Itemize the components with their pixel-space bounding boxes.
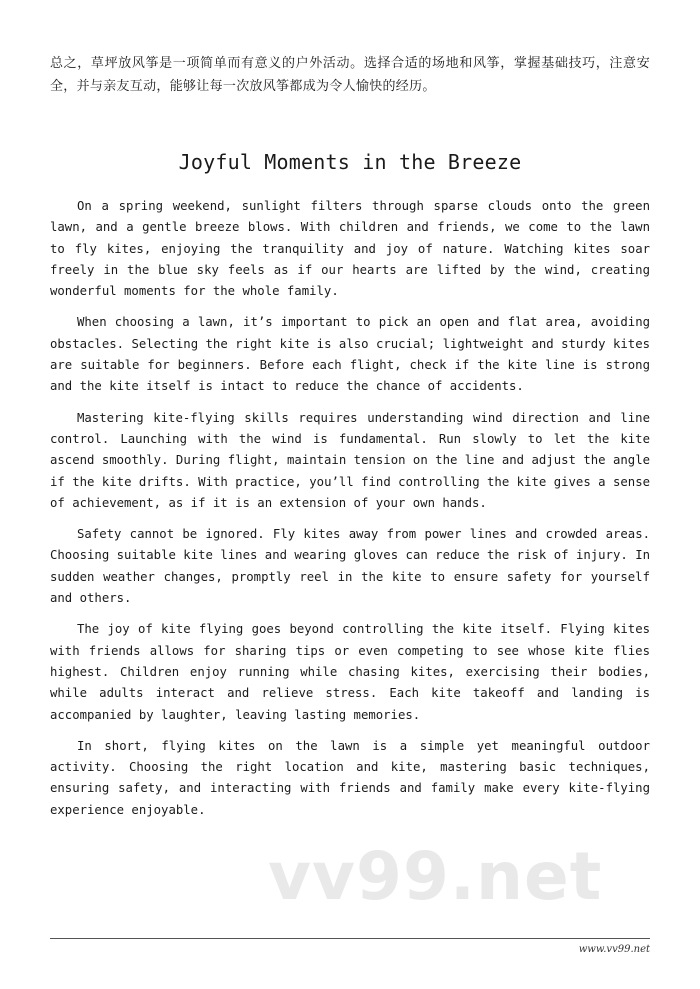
article-paragraph: On a spring weekend, sunlight filters through sparse clouds onto the green lawn, and a gentle breeze blows. With children and friends, we come to the lawn to fly kites, enjoying the tranquility and joy of nature. Watching kites soar freely in the blue sky feels as if our hearts are lifted by the wind, creating wonderful moments for the whole family. [50, 199, 650, 299]
article-paragraph: Mastering kite-flying skills requires understanding wind direction and line control. Launching with the wind is fundamental. Run slowly to let the kite ascend smoothly. During flight, maintain tension on the line and adjust the angle if the kite drifts. With practice, you’ll find controlling the kite gives a sense of achievement, as if it is an extension of your own hands. [50, 410, 650, 510]
footer-url: www.vv99.net [578, 944, 650, 955]
chinese-summary-paragraph: 总之，草坪放风筝是一项简单而有意义的户外活动。选择合适的场地和风筝，掌握基础技巧，注意安全，并与亲友互动，能够让每一次放风筝都成为令人愉快的经历。 [50, 56, 650, 94]
article-body [50, 196, 650, 831]
article-paragraph: When choosing a lawn, it’s important to pick an open and flat area, avoiding obstacles. Selecting the right kite is also crucial; lightweight and sturdy kites are suitable for beginners. Before each flight, check if the kite line is strong and the kite itself is intact to reduce the chance of accidents. [50, 315, 650, 394]
watermark: vv99.net [268, 838, 603, 915]
article-paragraph: In short, flying kites on the lawn is a simple yet meaningful outdoor activity. Choosing the right location and kite, mastering basic techniques, ensuring safety, and interacting with friends and family make every kite-flying experience enjoyable. [50, 738, 650, 817]
article-paragraph: Safety cannot be ignored. Fly kites away from power lines and crowded areas. Choosing suitable kite lines and wearing gloves can reduce the risk of injury. In sudden weather changes, promptly reel in the kite to ensure safety for yourself and others. [50, 527, 650, 606]
article-title: Joyful Moments in the Breeze [178, 150, 522, 174]
footer-divider [50, 938, 650, 939]
article-paragraph: The joy of kite flying goes beyond controlling the kite itself. Flying kites with friends allows for sharing tips or even competing to see whose kite flies highest. Children enjoy running while chasing kites, exercising their bodies, while adults interact and relieve stress. Each kite takeoff and landing is accompanied by laughter, leaving lasting memories. [50, 622, 650, 722]
